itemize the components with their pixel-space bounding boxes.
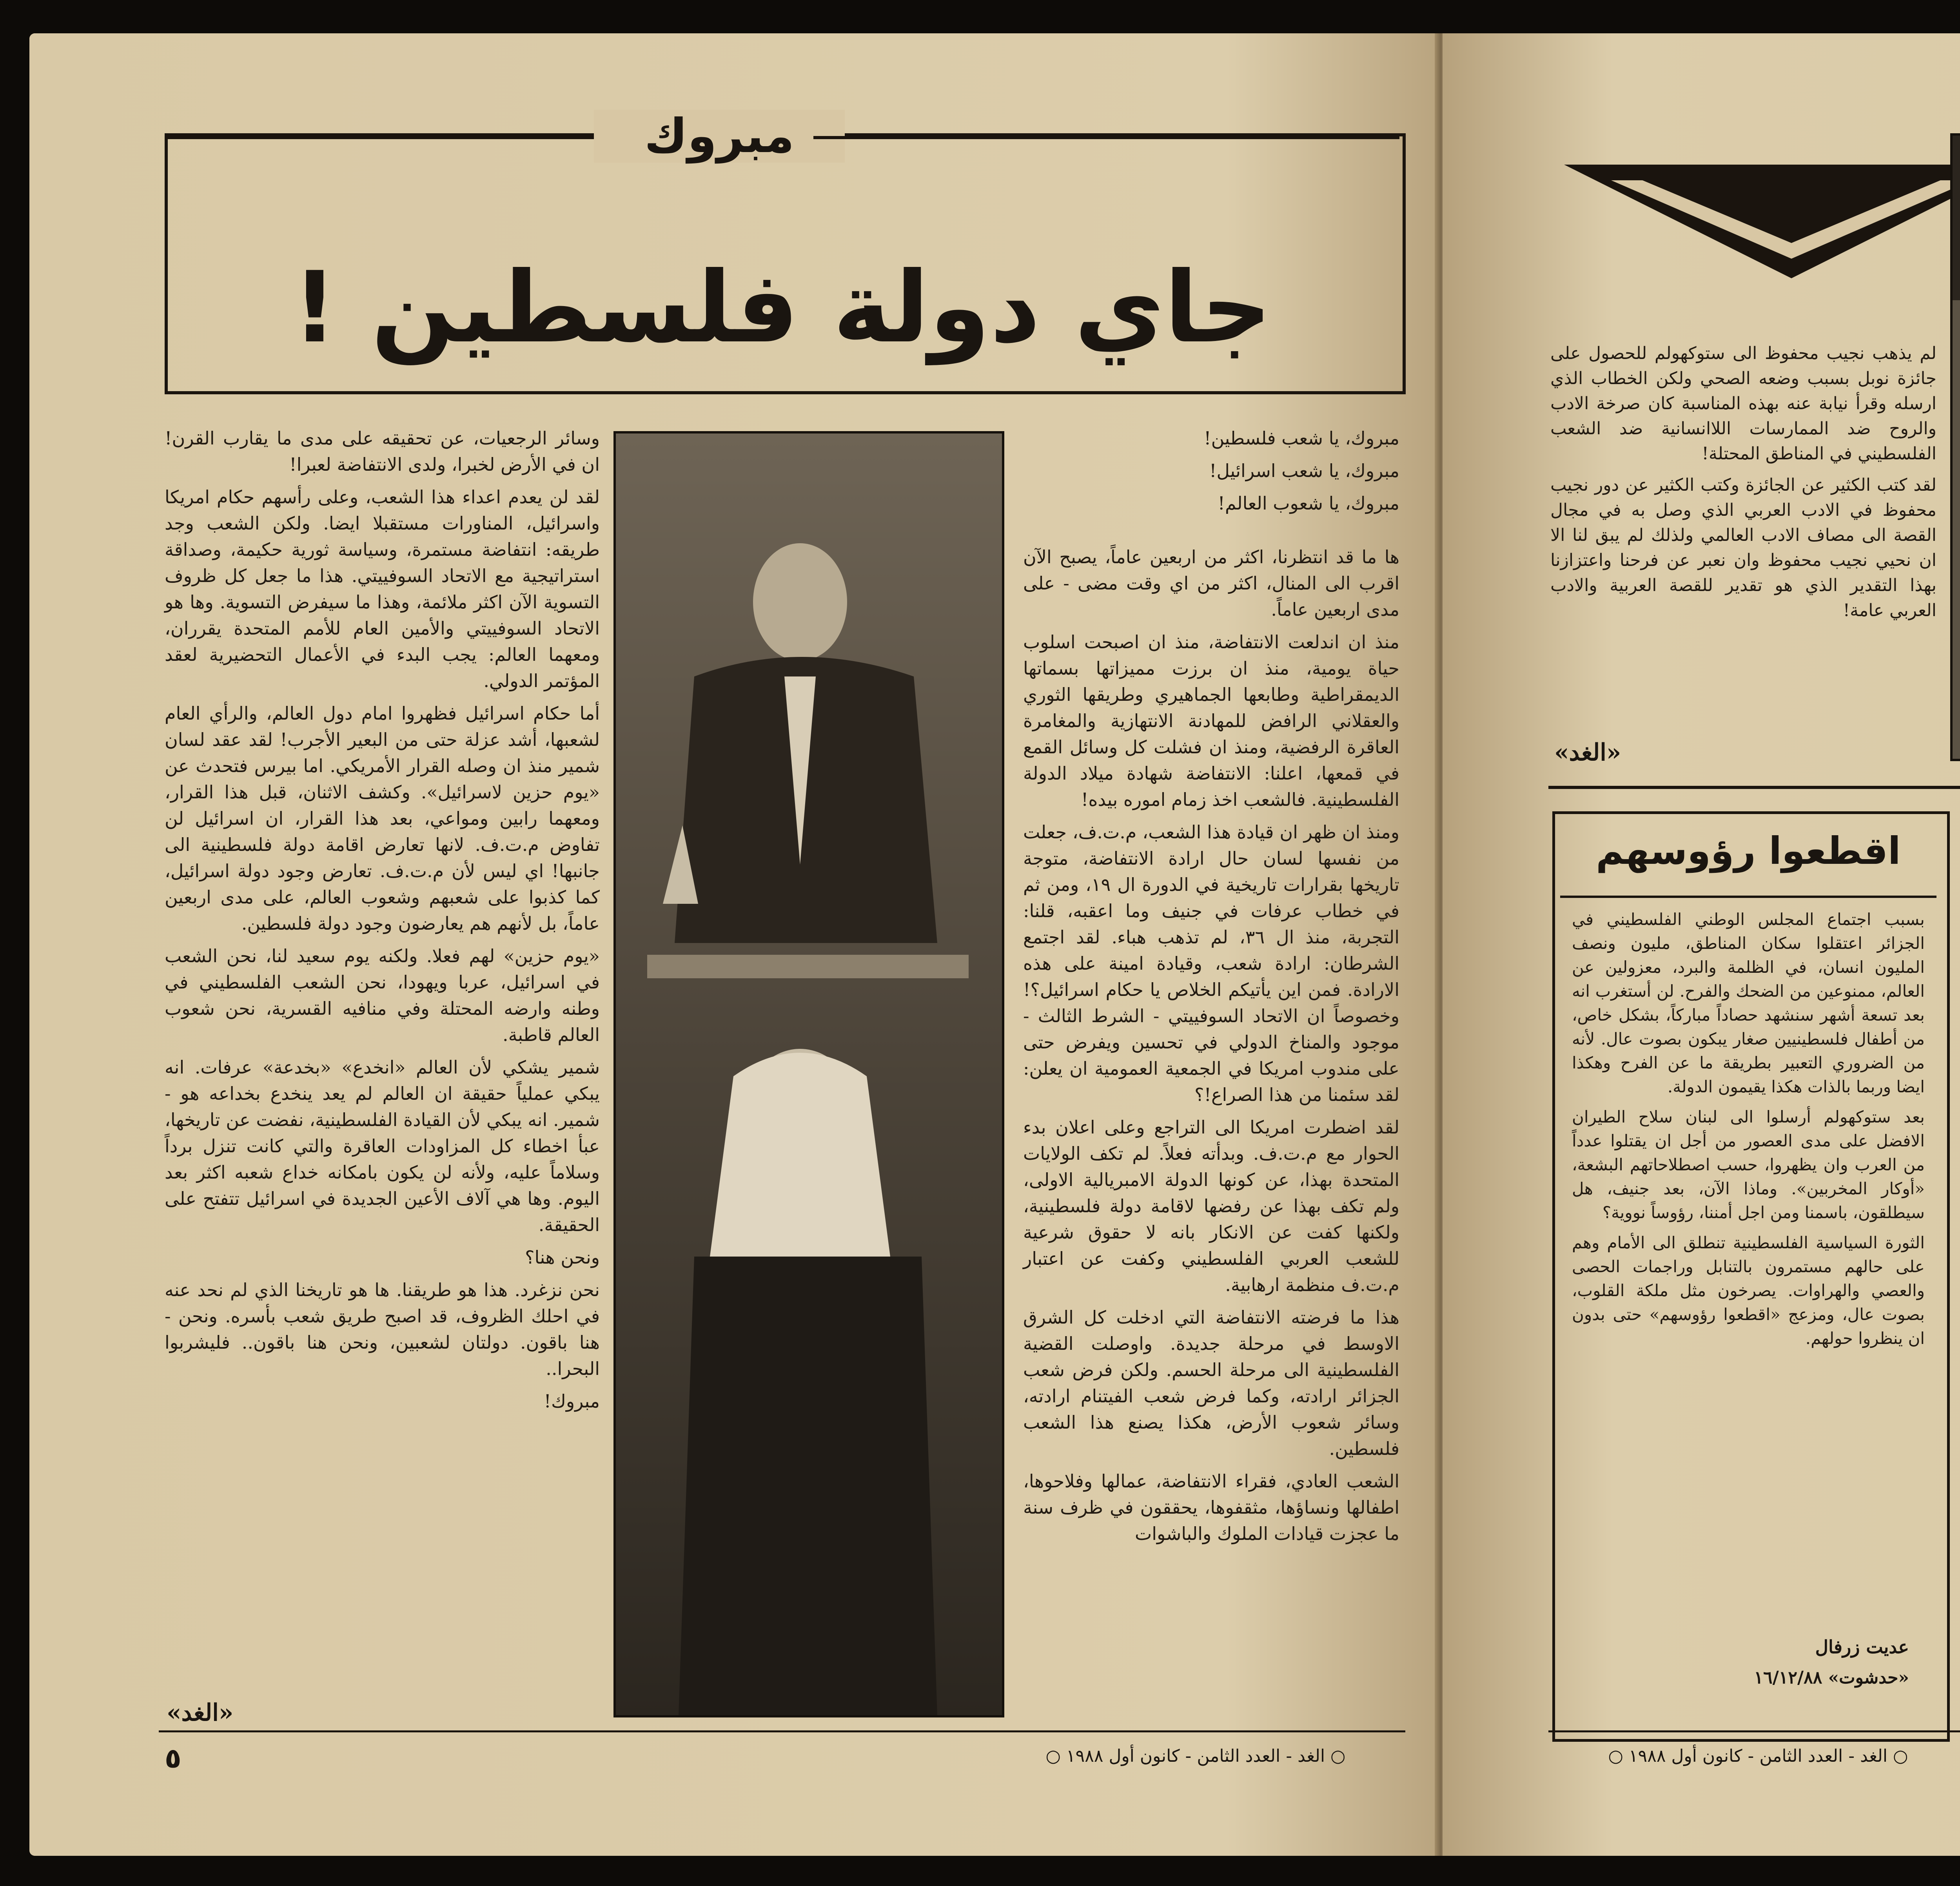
mahfouz-photo: [1950, 133, 1960, 761]
body-paragraph: لقد كتب الكثير عن الجائزة وكتب الكثير عن دور نجيب محفوظ في الادب العربي الذي وصل به في مجال القصة الى مصاف الادب العالمي ولذلك لم يبق لنا الا ان نحيي نجيب محفوظ وان نعبر عن فرحنا واعتزازنا بهذا التقدير الذي هو تقدير للقصة العربية والادب العربي عامة!: [1550, 475, 1937, 620]
kicker-rule-right: [813, 136, 1399, 139]
left-page: [29, 33, 1439, 1856]
body-paragraph: لقد اضطرت امريكا الى التراجع وعلى اعلان بدء الحوار مع م.ت.ف. وبدأته فعلاً. لم تكف الولايات المتحدة بهذا، عن كونها الدولة الامبريالية الاولى، ولم تكف بهذا عن رفضها لاقامة دولة فلسطينية، ولكنها كفت عن الانكار بانه لا حقوق شرعية للشعب العربي الفلسطيني وكفت عن اعتبار م.ت.ف منظمة ارهابية.: [1023, 1117, 1399, 1295]
footer-rule: [159, 1730, 1405, 1732]
greeting-line: مبروك، يا شعب فلسطين!: [1204, 428, 1399, 449]
photo-illustration: [1953, 136, 1960, 759]
body-paragraph: مبروك!: [544, 1391, 600, 1412]
body-paragraph: نحن نزغرد. هذا هو طريقنا. ها هو تاريخنا الذي لم نحد عنه في احلك الظروف، قد اصبح طريق شعب بأسره. ونحن - هنا باقون. دولتان لشعبين، ونحن هنا باقون.. فليشربوا البحرا..: [165, 1279, 600, 1379]
magazine-spread: [29, 33, 1960, 1856]
body-paragraph: ومنذ ان ظهر ان قيادة هذا الشعب، م.ت.ف، جعلت من نفسها لسان حال ارادة الانتفاضة، متوجة تاريخها بقرارات تاريخية في الدورة ال ١٩، ومن ثم في خطاب عرفات في جنيف وما اعقبه، قلنا: التجربة، منذ ال ٣٦، لم تذهب هباء. لقد اجتمع الشرطان: ارادة شعب، وقيادة امينة على هذه الارادة. فمن اين يأتيكم الخلاص يا حكام اسرائيل؟! وخصوصاً ان الاتحاد السوفييتي - الشرط الثالث - موجود والمناخ الدولي في تحسين ويفرض حتى على مندوب امريكا في الجمعية العمومية ان يعلن: لقد سئمنا من هذا الصراع!؟: [1023, 821, 1400, 1105]
body-paragraph: ها ما قد انتظرنا، اكثر من اربعين عاماً، يصبح الآن اقرب الى المنال، اكثر من اي وقت مضى - على مدى اربعين عاماً.: [1023, 546, 1399, 620]
page-footer: ○ الغد - العدد الثامن - كانون أول ١٩٨٨ ○: [1045, 1746, 1346, 1766]
body-paragraph: بعد ستوكهولم أرسلوا الى لبنان سلاح الطيران الافضل على مدى العصور من أجل ان يقتلوا عدداً من العرب وان يظهروا، حسب اصطلاحاتهم البشعة، «أوكار المخربين». وماذا الآن، بعد جنيف، هل سيطلقون، باسمنا ومن اجل أمننا، رؤوساً نووية؟: [1572, 1107, 1925, 1222]
mahfouz-signature: «الغد»: [1554, 739, 1621, 766]
page-number: ٥: [165, 1742, 181, 1774]
arafat-photo: [613, 431, 1004, 1717]
left-column: [165, 425, 600, 1687]
body-paragraph: لقد لن يعدم اعداء هذا الشعب، وعلى رأسهم حكام امريكا واسرائيل، المناورات مستقبلا ايضا. ولكن الشعب وجد طريقه: انتفاضة مستمرة، وسياسة ثورية حكيمة، وصداقة استراتيجية مع الاتحاد السوفييتي. هذا ما جعل كل ظروف التسوية الآن اكثر ملائمة، وهذا ما سيفرض التسوية. وها هو الاتحاد السوفييتي والأمين العام للأمم المتحدة يقرران، ومعهما العالم: يجب البدء في الأعمال التحضيرية لعقد المؤتمر الدولي.: [165, 486, 600, 691]
greeting-line: مبروك، يا شعب اسرائيل!: [1209, 460, 1399, 481]
greeting-line: مبروك، يا شعوب العالم!: [1218, 493, 1399, 514]
body-paragraph: الشعب العادي، فقراء الانتفاضة، عمالها وفلاحوها، اطفالها ونساؤها، مثقفوها، يحققون في ظرف سنة ما عجزت قيادات الملوك والباشوات: [1023, 1471, 1399, 1544]
body-paragraph: شمير يشكي لأن العالم «انخدع» «بخدعة» عرفات. انه يبكي عملياً حقيقة ان العالم لم يعد ينخدع بخداعه هو - شمير. انه يبكي لأن القيادة الفلسطينية، نفضت عن تاريخها، عبأ اخطاء كل المزاودات العاقرة والتي كانت تنزل برداً وسلاماً عليه، ولأنه لن يكون بامكانه خداع شعبه اكثر بعد اليوم. وها هي آلاف الأعين الجديدة في اسرائيل تتفتح على الحقيقة.: [165, 1057, 600, 1235]
opinion-box-author: عديت زرفال: [1815, 1636, 1909, 1658]
opinion-box-text: [1572, 907, 1925, 1613]
body-paragraph: هذا ما فرضته الانتفاضة التي ادخلت كل الشرق الاوسط في مرحلة جديدة. واوصلت القضية الفلسطينية الى مرحلة الحسم. ولكن فرض شعب الجزائر ارادته، وكما فرض شعب الفيتنام ارادته، وسائر شعوب الأرض، هكذا يصنع هذا الشعب فلسطين.: [1023, 1307, 1399, 1459]
body-paragraph: «يوم حزين» لهم فعلا. ولكنه يوم سعيد لنا، نحن الشعب في اسرائيل، عربا ويهودا، نحن الشعب الفلسطيني في وطنه وارضه المحتلة وفي منافيه القسرية، نحن شعوب العالم قاطبة.: [165, 945, 600, 1045]
main-headline: جاي دولة فلسطين !: [292, 250, 1272, 365]
right-page: [1443, 33, 1960, 1856]
photo-illustration: [616, 433, 1002, 1715]
article-signature: «الغد»: [167, 1699, 234, 1726]
chevron-graphic: [1564, 165, 1960, 278]
header-kicker: مبروك: [594, 110, 845, 163]
body-paragraph: الثورة السياسية الفلسطينية تنطلق الى الأمام وهم على حالهم مستمرون بالتنابل وراجمات الحصى والعصي والهراوات. يصرخون مثل ملكة القلوب، بصوت عال، ومزعج «اقطعوا رؤوسهم» حتى بدون ان ينظروا حولهم.: [1572, 1233, 1925, 1348]
opinion-box-source: «حدشوت» ١٦/١٢/٨٨: [1754, 1668, 1909, 1688]
footer-rule: [1548, 1730, 1960, 1732]
body-paragraph: بسبب اجتماع المجلس الوطني الفلسطيني في الجزائر اعتقلوا سكان المناطق، مليون ونصف المليون انسان، في الظلمة والبرد، معزولين عن العالم، ممنوعين من الضحك والفرح. لن أستغرب انه بعد تسعة أشهر سنشهد حصاداً مباركاً، بشكل خاص، من أطفال فلسطينيين صغار يبكون بصوت عال. لأنه من الضروري التعبير بطريقة ما عن الفرح وهكذا ايضا وربما بالذات هكذا يقيمون الدولة.: [1572, 910, 1925, 1096]
box-title-rule: [1560, 896, 1936, 898]
opinion-box-title: اقطعوا رؤوسهم: [1596, 829, 1901, 873]
middle-column: [1023, 425, 1399, 1726]
kicker-rule-left: [165, 136, 594, 139]
section-rule: [1548, 786, 1960, 789]
body-paragraph: منذ ان اندلعت الانتفاضة، منذ ان اصبحت اسلوب حياة يومية، منذ ان برزت مميزاتها بسماتها الديمقراطية وطابعها الجماهيري وطريقها الثوري والعقلاني الرافض للمهادنة الانتهازية والمغامرة العاقرة الرفضية، ومنذ ان فشلت كل وسائل القمع في قمعها، اعلنا: الانتفاضة شهادة ميلاد الدولة الفلسطينية. فالشعب اخذ زمام اموره بيده!: [1023, 631, 1399, 810]
body-paragraph: وسائر الرجعيات، عن تحقيقه على مدى ما يقارب القرن! ان في الأرض لخبرا، ولدى الانتفاضة لعبرا!: [165, 428, 600, 475]
mahfouz-column: [1550, 341, 1936, 733]
body-paragraph: أما حكام اسرائيل فظهروا امام دول العالم، والرأي العام لشعبها، أشد عزلة حتى من البعير الأجرب! لقد عقد لسان شمير منذ ان وصله القرار الأمريكي. اما بيرس فتحدث عن «يوم حزين لاسرائيل». وكشف الاثنان، قبل هذا القرار، ومعهما رابين ومواعي، بعد هذا القرار، ان اسرائيل لن تفاوض م.ت.ف. لانها تعارض اقامة دولة فلسطينية الى جانبها! اي ليس لأن م.ت.ف. تعارض وجود دولة اسرائيل، كما كذبوا على شعبهم وشعوب العالم، على مدى اربعين عاماً، بل لأنهم هم يعارضون وجود دولة فلسطين.: [165, 703, 600, 934]
page-footer: ○ الغد - العدد الثامن - كانون أول ١٩٨٨ ○: [1608, 1746, 1908, 1766]
body-paragraph: ونحن هنا؟: [525, 1247, 600, 1268]
greetings: [1023, 425, 1399, 517]
body-paragraph: لم يذهب نجيب محفوظ الى ستوكهولم للحصول على جائزة نوبل بسبب وضعه الصحي ولكن الخطاب الذي ارسله وقرأ نيابة عنه بهذه المناسبة كان صرخة الادب والروح ضد الممارسات اللاانسانية ضد الشعب الفلسطيني في المناطق المحتلة!: [1550, 343, 1936, 464]
